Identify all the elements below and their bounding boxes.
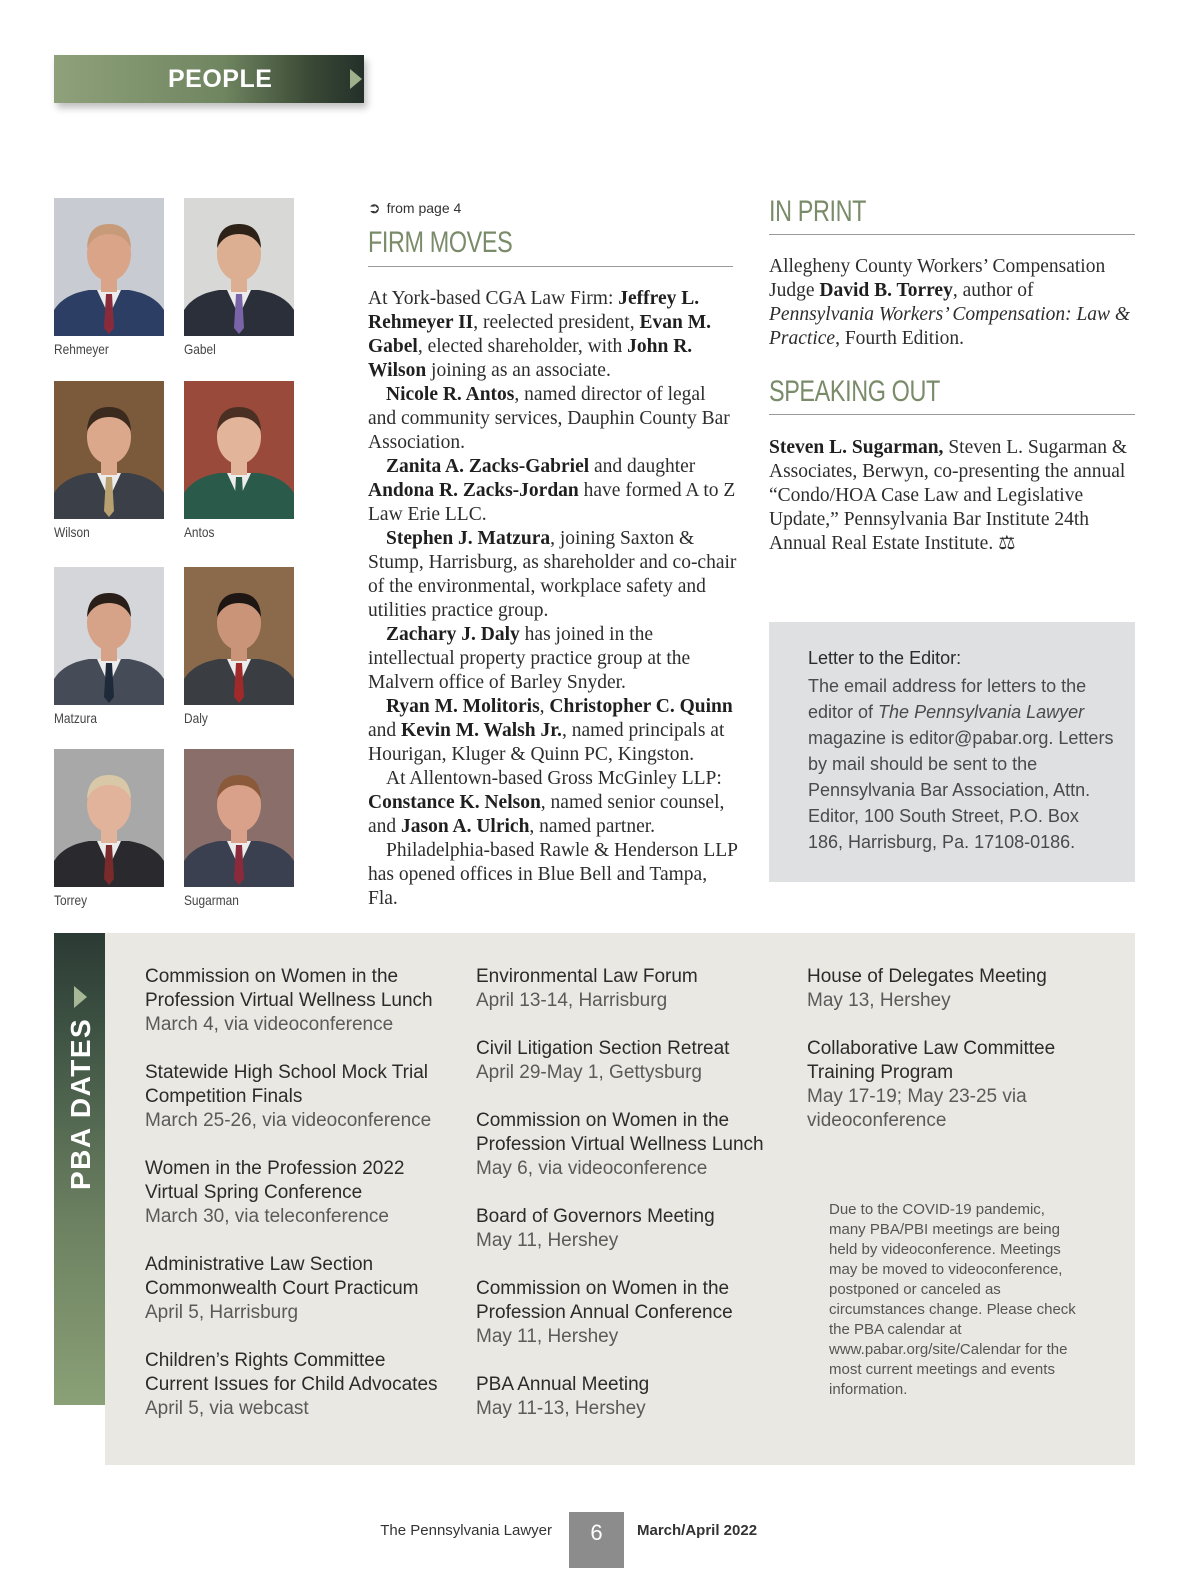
italic-title: Pennsylvania Workers’ Compensation: Law & Practice: [769, 304, 1131, 349]
portrait-photo: [184, 381, 294, 519]
text-run: , reelected president,: [473, 312, 640, 333]
firm-moves-paragraph: [368, 695, 738, 767]
text-run: and: [368, 720, 402, 741]
footer-publication: The Pennsylvania Lawyer: [380, 1522, 552, 1539]
bold-name: Zachary J. Daly: [386, 624, 520, 645]
bold-name: Stephen J. Matzura: [386, 528, 551, 549]
firm-moves-paragraph: [368, 527, 738, 623]
event-title: Commission on Women in the Profession Virtual Wellness Lunch: [476, 1110, 764, 1155]
speaking-out-body: [769, 436, 1135, 556]
text-run: At Allentown-based Gross McGinley LLP:: [386, 768, 722, 789]
event-item: [476, 1277, 776, 1349]
text-run: , author of: [952, 280, 1034, 301]
event-title: Environmental Law Forum: [476, 966, 698, 987]
event-date: April 5, via webcast: [145, 1398, 309, 1419]
event-date: March 30, via teleconference: [145, 1206, 389, 1227]
bold-name: Ryan M. Molitoris: [386, 696, 540, 717]
text-run: and daughter: [589, 456, 696, 477]
portrait-caption: Gabel: [184, 341, 216, 357]
portrait-caption: Sugarman: [184, 892, 239, 908]
event-item: [476, 1373, 776, 1421]
in-print-paragraph: [769, 255, 1135, 351]
event-item: [145, 1061, 445, 1133]
firm-moves-heading: FIRM MOVES: [368, 226, 513, 259]
bold-name: Christopher C. Quinn: [549, 696, 733, 717]
portrait-caption: Matzura: [54, 710, 97, 726]
text-run: have formed A to Z Law Erie LLC.: [368, 480, 736, 525]
bold-name: Nicole R. Antos: [386, 384, 515, 405]
event-item: [476, 1109, 776, 1181]
bold-name: Jason A. Ulrich: [401, 816, 530, 837]
continued-from-label: from page 4: [386, 200, 462, 216]
portrait-caption: Antos: [184, 524, 215, 540]
footer-page-number: 6: [569, 1512, 624, 1568]
event-title: Commission on Women in the Profession Virtual Wellness Lunch: [145, 966, 433, 1011]
pba-dates-label: PBA DATES: [65, 1017, 96, 1190]
letter-to-editor-title: Letter to the Editor:: [808, 648, 962, 668]
text-run: magazine is editor@pabar.org. Letters by mail should be sent to the Pennsylvania Bar Association, Attn. Editor, 100 South Street, P.O. Box 186, Harrisburg, Pa. 17108-0186.: [808, 728, 1114, 852]
event-date: March 4, via videoconference: [145, 1014, 394, 1035]
event-date: May 11, Hershey: [476, 1230, 619, 1251]
portrait-photo: [54, 381, 164, 519]
events-column-2: [476, 965, 776, 1445]
speaking-out-paragraph: [769, 436, 1135, 556]
events-column-3: [807, 965, 1107, 1157]
portrait-photo: [54, 198, 164, 336]
section-banner-label: PEOPLE: [168, 65, 273, 93]
in-print-body: [769, 255, 1135, 351]
covid-note: Due to the COVID-19 pandemic, many PBA/PBI meetings are being held by videoconference. Meetings may be moved to videoconference, postponed or canceled as circumstances change. Please check the PBA calendar at www.pabar.org/site/Calendar for the most current meetings and events information.: [829, 1201, 1076, 1398]
text-run: The email address for letters to the editor of: [808, 676, 1087, 722]
letter-to-editor-body: [808, 673, 1118, 855]
speaking-out-heading: SPEAKING OUT: [769, 375, 940, 408]
portrait-caption: Torrey: [54, 892, 88, 908]
bold-name: Steven L. Sugarman,: [769, 437, 944, 458]
bold-name: John R. Wilson: [368, 336, 693, 381]
speaking-out-rule: [769, 414, 1135, 415]
portrait-caption: Wilson: [54, 524, 90, 540]
bold-name: Constance K. Nelson: [368, 792, 541, 813]
continue-arrow-icon: ➲: [368, 200, 381, 217]
firm-moves-paragraph: [368, 383, 738, 455]
firm-moves-body: [368, 287, 738, 911]
text-run: , named principals at Hourigan, Kluger & Quinn PC, Kingston.: [368, 720, 725, 765]
section-banner: [54, 55, 364, 103]
continued-from: [368, 199, 461, 217]
text-run: has joined in the intellectual property practice group at the Malvern office of Barley Snyder.: [368, 624, 691, 693]
event-date: May 11-13, Hershey: [476, 1398, 646, 1419]
text-run: , named director of legal and community services, Dauphin County Bar Association.: [368, 384, 730, 453]
event-title: Children’s Rights Committee Current Issues for Child Advocates: [145, 1350, 438, 1395]
bold-name: Zanita A. Zacks-Gabriel: [386, 456, 590, 477]
text-run: joining as an associate.: [426, 360, 611, 381]
portrait-photo: [184, 749, 294, 887]
bold-name: Andona R. Zacks-Jordan: [368, 480, 579, 501]
bold-name: Jeffrey L. Rehmeyer II: [368, 288, 700, 333]
event-date: April 29-May 1, Gettysburg: [476, 1062, 702, 1083]
portrait-photo: [184, 198, 294, 336]
event-title: Collaborative Law Committee Training Program: [807, 1038, 1056, 1083]
event-date: May 17-19; May 23-25 via videoconference: [807, 1086, 1027, 1131]
event-title: Women in the Profession 2022 Virtual Spring Conference: [145, 1158, 405, 1203]
event-title: PBA Annual Meeting: [476, 1374, 650, 1395]
event-item: [807, 1037, 1107, 1133]
in-print-heading: IN PRINT: [769, 195, 866, 228]
event-title: Civil Litigation Section Retreat: [476, 1038, 730, 1059]
event-item: [807, 965, 1107, 1013]
event-date: April 13-14, Harrisburg: [476, 990, 668, 1011]
firm-moves-paragraph: [368, 767, 738, 839]
event-item: [145, 1349, 445, 1421]
event-date: March 25-26, via videoconference: [145, 1110, 432, 1131]
firm-moves-paragraph: [368, 455, 738, 527]
event-date: May 11, Hershey: [476, 1326, 619, 1347]
portrait-caption: Rehmeyer: [54, 341, 109, 357]
event-item: [476, 1205, 776, 1253]
text-run: , named senior counsel, and: [368, 792, 725, 837]
event-date: April 5, Harrisburg: [145, 1302, 299, 1323]
firm-moves-paragraph: [368, 839, 738, 911]
text-run: , joining Saxton & Stump, Harrisburg, as shareholder and co-chair of the environmental, workplace safety and utilities practice group.: [368, 528, 737, 621]
bold-name: Evan M. Gabel: [368, 312, 711, 357]
event-item: [476, 1037, 776, 1085]
text-run: Philadelphia-based Rawle & Henderson LLP has opened offices in Blue Bell and Tampa, Fla.: [368, 840, 738, 909]
event-title: Statewide High School Mock Trial Competition Finals: [145, 1062, 429, 1107]
event-item: [145, 1157, 445, 1229]
text-run: At York-based CGA Law Firm:: [368, 288, 619, 309]
firm-moves-paragraph: [368, 623, 738, 695]
event-date: May 6, via videoconference: [476, 1158, 708, 1179]
portrait-photo: [54, 567, 164, 705]
text-run: , elected shareholder, with: [417, 336, 628, 357]
event-item: [145, 1253, 445, 1325]
event-title: Administrative Law Section Commonwealth Court Practicum: [145, 1254, 419, 1299]
event-title: Commission on Women in the Profession Annual Conference: [476, 1278, 733, 1323]
text-run: , named partner.: [529, 816, 656, 837]
event-date: May 13, Hershey: [807, 990, 951, 1011]
bold-name: Kevin M. Walsh Jr.: [401, 720, 562, 741]
chevron-right-icon: [74, 986, 87, 1008]
text-run: ,: [539, 696, 550, 717]
event-title: Board of Governors Meeting: [476, 1206, 715, 1227]
event-title: House of Delegates Meeting: [807, 966, 1047, 987]
event-item: [145, 965, 445, 1037]
firm-moves-paragraph: [368, 287, 738, 383]
bold-name: David B. Torrey: [819, 280, 953, 301]
event-item: [476, 965, 776, 1013]
italic-title: The Pennsylvania Lawyer: [878, 702, 1085, 722]
text-run: Steven L. Sugarman & Associates, Berwyn, co-presenting the annual “Condo/HOA Case Law and Legislative Update,” Pennsylvania Bar Institute 24th Annual Real Estate Institute. ⚖: [769, 437, 1128, 554]
firm-moves-rule: [368, 266, 733, 267]
chevron-right-icon: [350, 69, 362, 89]
in-print-rule: [769, 234, 1135, 235]
portrait-photo: [184, 567, 294, 705]
portrait-photo: [54, 749, 164, 887]
footer-issue: March/April 2022: [637, 1522, 758, 1539]
portrait-caption: Daly: [184, 710, 208, 726]
events-column-1: [145, 965, 445, 1445]
text-run: Allegheny County Workers’ Compensation Judge: [769, 256, 1106, 301]
letter-to-editor-box: [769, 622, 1135, 882]
text-run: , Fourth Edition.: [835, 328, 964, 349]
